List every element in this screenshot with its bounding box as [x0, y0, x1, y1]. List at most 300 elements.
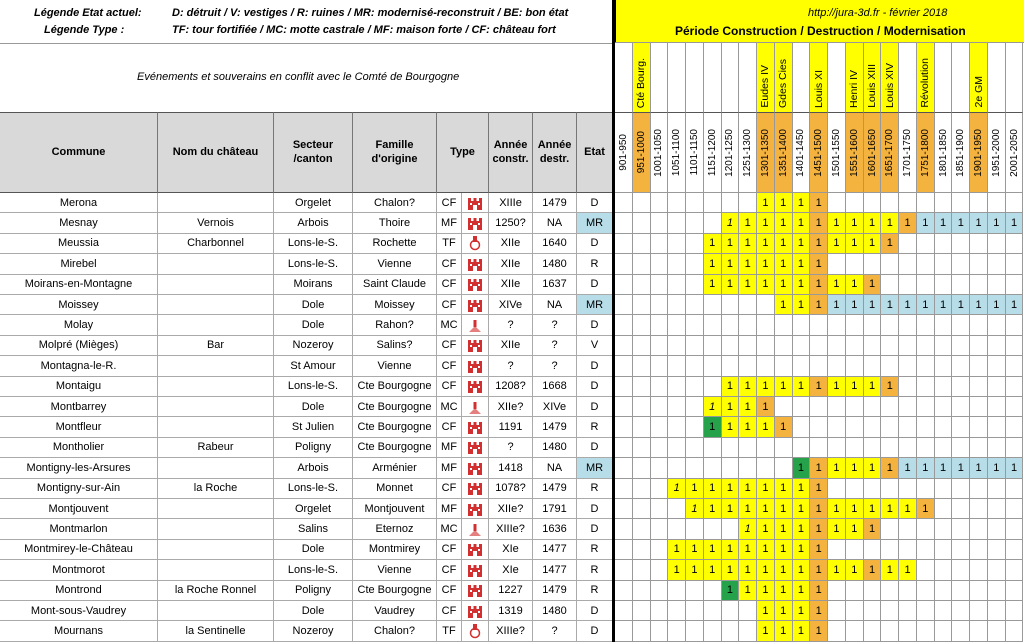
- timeline-cell: 1: [775, 499, 793, 519]
- event-cell: [828, 43, 846, 112]
- timeline-cell: [651, 377, 669, 397]
- timeline-cell: 1: [899, 560, 917, 580]
- timeline-cell: [899, 417, 917, 437]
- timeline-cell: [775, 397, 793, 417]
- timeline-cell: 1: [739, 377, 757, 397]
- timeline-cell: [633, 234, 651, 254]
- timeline-cell: [633, 193, 651, 213]
- timeline-cell: [970, 560, 988, 580]
- timeline-cell: [686, 377, 704, 397]
- timeline-cell: [899, 540, 917, 560]
- cell-etat: R: [577, 417, 613, 437]
- cell-famille: Eternoz: [353, 519, 437, 539]
- timeline-cell: 1: [793, 254, 811, 274]
- cell-secteur: Lons-le-S.: [274, 254, 353, 274]
- period-header: [952, 112, 970, 193]
- cell-constr: XIIe: [489, 254, 533, 274]
- timeline-cell: 1: [988, 458, 1006, 478]
- timeline-cell: 1: [775, 417, 793, 437]
- timeline-cell: 1: [793, 377, 811, 397]
- timeline-cell: [970, 356, 988, 376]
- period-header: [1006, 112, 1024, 193]
- timeline-cell: 1: [864, 458, 882, 478]
- timeline-cell: 1: [935, 295, 953, 315]
- cell-famille: Rahon?: [353, 315, 437, 335]
- event-label-cell: [810, 43, 828, 112]
- timeline-cell: 1: [881, 234, 899, 254]
- timeline-cell: [899, 438, 917, 458]
- cell-icon: [462, 581, 489, 601]
- timeline-cell: 1: [793, 234, 811, 254]
- cell-constr: XIIIe?: [489, 519, 533, 539]
- timeline-cell: [793, 336, 811, 356]
- timeline-cell: 1: [1006, 295, 1024, 315]
- timeline-cell: [615, 254, 633, 274]
- timeline-cell: [633, 397, 651, 417]
- timeline-cell: 1: [757, 601, 775, 621]
- timeline-cell: [668, 336, 686, 356]
- timeline-cell: [917, 540, 935, 560]
- table-row: [0, 621, 1024, 641]
- timeline-cell: [952, 193, 970, 213]
- cell-commune: Montagna-le-R.: [0, 356, 158, 376]
- timeline-cell: [828, 315, 846, 335]
- cell-secteur: Dole: [274, 295, 353, 315]
- cell-famille: Thoire: [353, 213, 437, 233]
- table-row: [0, 377, 1024, 397]
- timeline-cell: [651, 295, 669, 315]
- cell-icon: [462, 254, 489, 274]
- timeline-cell: 1: [952, 458, 970, 478]
- cell-destr: ?: [533, 315, 577, 335]
- cell-type: MC: [437, 397, 462, 417]
- timeline-cell: 1: [793, 540, 811, 560]
- cell-icon: [462, 458, 489, 478]
- timeline-cell: [651, 315, 669, 335]
- timeline-cell: 1: [704, 479, 722, 499]
- timeline-cell: [952, 417, 970, 437]
- timeline-cell: 1: [686, 499, 704, 519]
- timeline-cell: 1: [864, 519, 882, 539]
- timeline-cell: [739, 315, 757, 335]
- timeline-cell: [615, 519, 633, 539]
- cell-etat: R: [577, 254, 613, 274]
- period-label: 1851-1900: [955, 128, 967, 177]
- cell-famille: Cte Bourgogne: [353, 377, 437, 397]
- cell-constr: XIIe?: [489, 499, 533, 519]
- timeline-cell: [935, 254, 953, 274]
- castle-icon: [467, 215, 483, 231]
- table-row: [0, 540, 1024, 560]
- table-row: [0, 193, 1024, 213]
- timeline-cell: 1: [899, 213, 917, 233]
- timeline-cell: [722, 458, 740, 478]
- event-label: Louis XIV: [883, 63, 896, 108]
- table-row: [0, 438, 1024, 458]
- timeline-cell: [881, 336, 899, 356]
- timeline-cell: [881, 193, 899, 213]
- period-header: [988, 112, 1006, 193]
- timeline-cell: [686, 438, 704, 458]
- timeline-cell: [686, 295, 704, 315]
- timeline-cell: [686, 621, 704, 641]
- timeline-cell: [828, 540, 846, 560]
- timeline-cell: 1: [810, 295, 828, 315]
- cell-type: TF: [437, 234, 462, 254]
- event-cell: [988, 43, 1006, 112]
- timeline-cell: 1: [810, 213, 828, 233]
- timeline-cell: [615, 336, 633, 356]
- cell-constr: 1078?: [489, 479, 533, 499]
- timeline-cell: [722, 315, 740, 335]
- timeline-cell: [633, 295, 651, 315]
- cell-icon: [462, 519, 489, 539]
- timeline-cell: [970, 601, 988, 621]
- period-label: 1151-1200: [706, 128, 718, 177]
- timeline-cell: [704, 458, 722, 478]
- timeline-cell: [775, 438, 793, 458]
- cell-commune: Mirebel: [0, 254, 158, 274]
- column-header-label: Secteur /canton: [292, 138, 334, 165]
- cell-destr: 1480: [533, 438, 577, 458]
- timeline-cell: [952, 234, 970, 254]
- timeline-cell: [846, 254, 864, 274]
- cell-chateau: Charbonnel: [158, 234, 274, 254]
- column-header-chateau: [158, 112, 274, 193]
- timeline-cell: [952, 438, 970, 458]
- timeline-cell: 1: [739, 560, 757, 580]
- timeline-cell: [935, 519, 953, 539]
- cell-type: CF: [437, 336, 462, 356]
- cell-etat: R: [577, 479, 613, 499]
- cell-commune: Montfleur: [0, 417, 158, 437]
- timeline-cell: [988, 234, 1006, 254]
- timeline-cell: [846, 397, 864, 417]
- timeline-cell: 1: [881, 458, 899, 478]
- timeline-cell: 1: [704, 397, 722, 417]
- cell-destr: 1791: [533, 499, 577, 519]
- timeline-cell: [686, 601, 704, 621]
- timeline-cell: [651, 560, 669, 580]
- cell-commune: Meussia: [0, 234, 158, 254]
- timeline-cell: [970, 254, 988, 274]
- cell-constr: 1191: [489, 417, 533, 437]
- cell-type: MF: [437, 213, 462, 233]
- timeline-cell: 1: [793, 275, 811, 295]
- timeline-cell: [704, 601, 722, 621]
- timeline-cell: 1: [881, 295, 899, 315]
- timeline-cell: [615, 417, 633, 437]
- cell-icon: [462, 377, 489, 397]
- timeline-cell: [686, 417, 704, 437]
- timeline-cell: 1: [864, 234, 882, 254]
- cell-commune: Montrond: [0, 581, 158, 601]
- timeline-cell: [864, 438, 882, 458]
- cell-icon: [462, 499, 489, 519]
- cell-constr: XIIe?: [489, 397, 533, 417]
- timeline-cell: 1: [775, 213, 793, 233]
- cell-type: CF: [437, 275, 462, 295]
- timeline-cell: [988, 621, 1006, 641]
- timeline-cell: 1: [828, 295, 846, 315]
- cell-chateau: la Roche Ronnel: [158, 581, 274, 601]
- timeline-cell: 1: [722, 234, 740, 254]
- timeline-cell: [988, 601, 1006, 621]
- cell-chateau: [158, 601, 274, 621]
- castle-icon: [467, 358, 483, 374]
- castle-icon: [467, 562, 483, 578]
- cell-commune: Montigny-sur-Ain: [0, 479, 158, 499]
- timeline-cell: 1: [917, 213, 935, 233]
- timeline-cell: 1: [810, 581, 828, 601]
- cell-etat: D: [577, 499, 613, 519]
- timeline-cell: [899, 479, 917, 499]
- timeline-cell: 1: [739, 499, 757, 519]
- timeline-cell: [615, 234, 633, 254]
- period-label: 1051-1100: [671, 128, 683, 177]
- timeline-cell: [846, 621, 864, 641]
- cell-secteur: Orgelet: [274, 499, 353, 519]
- event-cell: [793, 43, 811, 112]
- event-label: Révolution: [919, 58, 932, 108]
- cell-famille: Montmirey: [353, 540, 437, 560]
- table-row: [0, 581, 1024, 601]
- timeline-cell: [615, 540, 633, 560]
- event-cell: [1006, 43, 1024, 112]
- cell-secteur: Poligny: [274, 438, 353, 458]
- timeline-cell: [864, 601, 882, 621]
- timeline-cell: [651, 193, 669, 213]
- cell-famille: Cte Bourgogne: [353, 417, 437, 437]
- column-header-secteur: [274, 112, 353, 193]
- timeline-cell: [917, 193, 935, 213]
- table-row: [0, 479, 1024, 499]
- cell-type: CF: [437, 540, 462, 560]
- period-header: [668, 112, 686, 193]
- timeline-cell: 1: [775, 601, 793, 621]
- column-header-label: Année destr.: [537, 138, 572, 165]
- column-header-label: Type: [450, 145, 475, 158]
- cell-type: CF: [437, 193, 462, 213]
- cell-type: CF: [437, 295, 462, 315]
- motte-icon: [467, 317, 483, 333]
- timeline-cell: 1: [988, 213, 1006, 233]
- timeline-cell: [793, 315, 811, 335]
- cell-chateau: [158, 560, 274, 580]
- timeline-cell: 1: [899, 295, 917, 315]
- timeline-cell: [952, 621, 970, 641]
- cell-type: MC: [437, 315, 462, 335]
- timeline-cell: 1: [881, 213, 899, 233]
- timeline-cell: [651, 234, 669, 254]
- timeline-cell: [686, 458, 704, 478]
- timeline-cell: 1: [810, 254, 828, 274]
- timeline-cell: [668, 193, 686, 213]
- timeline-cell: [633, 417, 651, 437]
- timeline-cell: [988, 519, 1006, 539]
- timeline-cell: [651, 336, 669, 356]
- cell-etat: MR: [577, 213, 613, 233]
- timeline-cell: [828, 601, 846, 621]
- table-row: [0, 315, 1024, 335]
- timeline-cell: 1: [739, 234, 757, 254]
- timeline-cell: [935, 621, 953, 641]
- timeline-cell: 1: [828, 499, 846, 519]
- timeline-cell: [917, 275, 935, 295]
- cell-destr: 1637: [533, 275, 577, 295]
- timeline-cell: [722, 295, 740, 315]
- timeline-cell: [615, 438, 633, 458]
- cell-type: TF: [437, 621, 462, 641]
- timeline-cell: [739, 193, 757, 213]
- timeline-cell: [881, 438, 899, 458]
- timeline-cell: [970, 397, 988, 417]
- table-row: [0, 560, 1024, 580]
- event-label-cell: [633, 43, 651, 112]
- table-row: [0, 601, 1024, 621]
- timeline-cell: [793, 356, 811, 376]
- timeline-cell: [970, 540, 988, 560]
- timeline-cell: 1: [739, 213, 757, 233]
- timeline-cell: [1006, 315, 1024, 335]
- timeline-cell: [615, 397, 633, 417]
- timeline-cell: 1: [899, 499, 917, 519]
- timeline-cell: [810, 336, 828, 356]
- cell-commune: Molpré (Mièges): [0, 336, 158, 356]
- cell-etat: D: [577, 377, 613, 397]
- timeline-cell: [739, 336, 757, 356]
- cell-chateau: Bar: [158, 336, 274, 356]
- timeline-cell: [935, 540, 953, 560]
- cell-icon: [462, 193, 489, 213]
- cell-famille: Salins?: [353, 336, 437, 356]
- timeline-cell: [1006, 356, 1024, 376]
- timeline-cell: [828, 581, 846, 601]
- event-label: Henri IV: [848, 70, 861, 108]
- timeline-cell: 1: [846, 519, 864, 539]
- event-label: Eudes IV: [759, 65, 772, 108]
- timeline-cell: [668, 417, 686, 437]
- timeline-cell: 1: [722, 397, 740, 417]
- timeline-cell: [952, 397, 970, 417]
- cell-destr: NA: [533, 213, 577, 233]
- cell-etat: V: [577, 336, 613, 356]
- timeline-cell: 1: [739, 417, 757, 437]
- timeline-cell: [651, 213, 669, 233]
- timeline-cell: 1: [757, 397, 775, 417]
- event-cell: [952, 43, 970, 112]
- cell-commune: Moissey: [0, 295, 158, 315]
- cell-type: CF: [437, 356, 462, 376]
- cell-commune: Montmorot: [0, 560, 158, 580]
- timeline-cell: [970, 336, 988, 356]
- cell-icon: [462, 295, 489, 315]
- timeline-cell: [952, 315, 970, 335]
- timeline-cell: [952, 479, 970, 499]
- cell-secteur: Orgelet: [274, 193, 353, 213]
- timeline-cell: [917, 254, 935, 274]
- timeline-cell: [1006, 438, 1024, 458]
- cell-constr: XIIe: [489, 275, 533, 295]
- timeline-cell: [615, 601, 633, 621]
- timeline-cell: [633, 458, 651, 478]
- timeline-cell: [1006, 601, 1024, 621]
- timeline-cell: [722, 356, 740, 376]
- timeline-cell: 1: [935, 458, 953, 478]
- cell-chateau: [158, 254, 274, 274]
- timeline-cell: [704, 581, 722, 601]
- cell-commune: Montmirey-le-Château: [0, 540, 158, 560]
- timeline-cell: [775, 458, 793, 478]
- legend-type-title: Légende Type :: [44, 24, 125, 36]
- timeline-cell: 1: [988, 295, 1006, 315]
- timeline-cell: [793, 397, 811, 417]
- cell-secteur: Dole: [274, 397, 353, 417]
- timeline-cell: 1: [917, 499, 935, 519]
- timeline-cell: 1: [686, 540, 704, 560]
- timeline-cell: [633, 315, 651, 335]
- period-label: 1801-1850: [937, 128, 949, 177]
- event-cell: [651, 43, 669, 112]
- cell-chateau: Rabeur: [158, 438, 274, 458]
- cell-type: MF: [437, 499, 462, 519]
- timeline-cell: 1: [810, 275, 828, 295]
- timeline-cell: [757, 315, 775, 335]
- timeline-cell: [1006, 499, 1024, 519]
- timeline-cell: 1: [775, 540, 793, 560]
- cell-famille: Chalon?: [353, 193, 437, 213]
- site-url: http://jura-3d.fr - février 2018: [808, 7, 948, 19]
- timeline-cell: [757, 295, 775, 315]
- cell-constr: ?: [489, 315, 533, 335]
- event-cell: [668, 43, 686, 112]
- timeline-cell: 1: [810, 377, 828, 397]
- timeline-cell: [988, 479, 1006, 499]
- timeline-cell: [633, 560, 651, 580]
- castle-icon: [467, 460, 483, 476]
- timeline-cell: [704, 336, 722, 356]
- timeline-cell: [810, 397, 828, 417]
- period-header: [615, 112, 633, 193]
- timeline-cell: [881, 356, 899, 376]
- period-label: 1551-1600: [848, 128, 860, 177]
- timeline-cell: [828, 254, 846, 274]
- timeline-cell: 1: [846, 377, 864, 397]
- timeline-cell: 1: [935, 213, 953, 233]
- timeline-cell: 1: [810, 479, 828, 499]
- timeline-cell: 1: [739, 275, 757, 295]
- timeline-cell: [668, 438, 686, 458]
- timeline-cell: [846, 193, 864, 213]
- timeline-cell: [846, 417, 864, 437]
- timeline-cell: 1: [722, 377, 740, 397]
- cell-commune: Montbarrey: [0, 397, 158, 417]
- cell-chateau: [158, 540, 274, 560]
- timeline-cell: [615, 193, 633, 213]
- column-header-type: [437, 112, 489, 193]
- timeline-cell: [668, 397, 686, 417]
- cell-secteur: Salins: [274, 519, 353, 539]
- timeline-cell: [633, 254, 651, 274]
- castle-icon: [467, 582, 483, 598]
- timeline-cell: 1: [757, 540, 775, 560]
- timeline-cell: [881, 417, 899, 437]
- cell-etat: R: [577, 581, 613, 601]
- cell-famille: Monnet: [353, 479, 437, 499]
- cell-icon: [462, 275, 489, 295]
- cell-etat: D: [577, 397, 613, 417]
- timeline-cell: [935, 581, 953, 601]
